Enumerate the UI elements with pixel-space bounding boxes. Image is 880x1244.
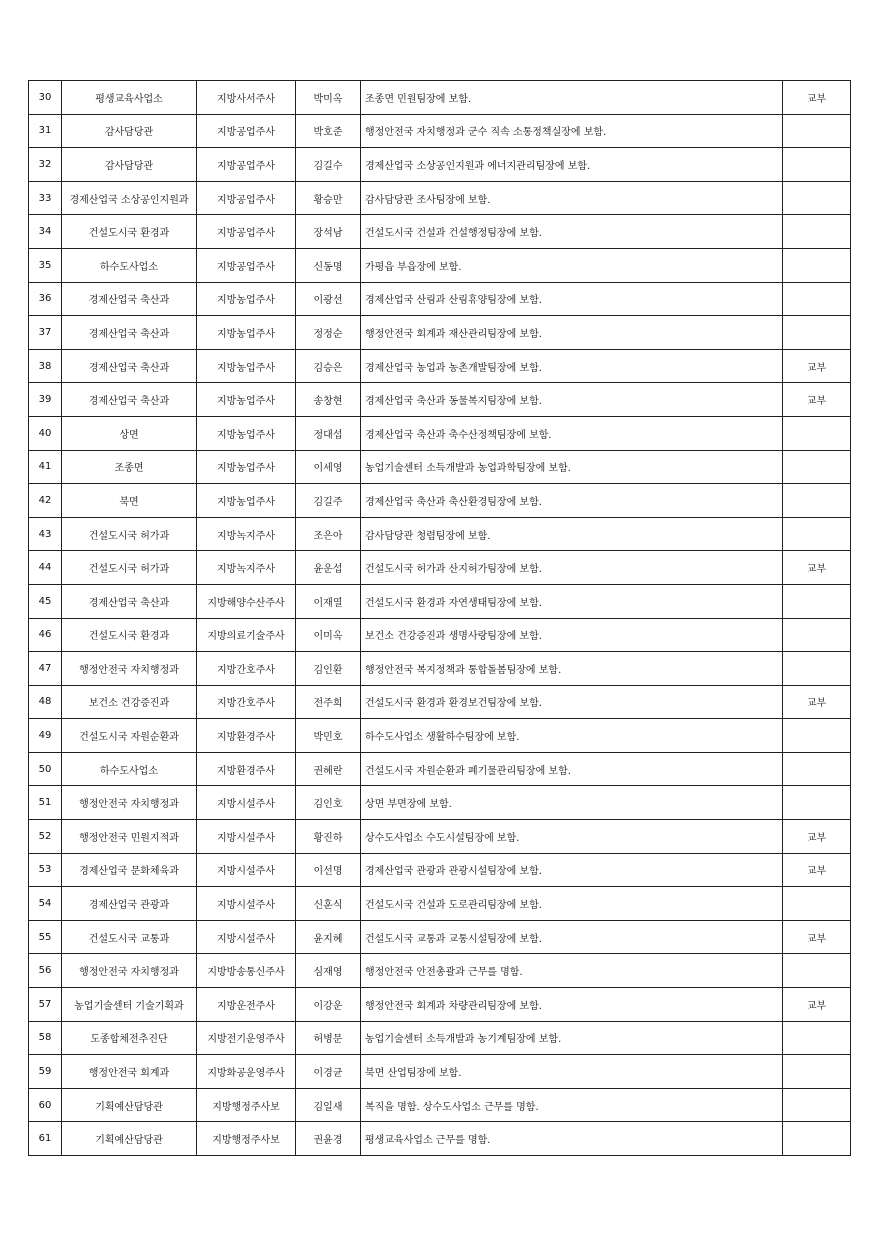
table-row bbox=[29, 215, 851, 249]
person-name-cell: 신훈식 bbox=[296, 887, 361, 921]
current-department-cell: 건설도시국 허가과 bbox=[62, 517, 197, 551]
table-row bbox=[29, 618, 851, 652]
rank-title-cell: 지방전기운영주사 bbox=[197, 1021, 296, 1055]
current-department-cell: 행정안전국 자치행정과 bbox=[62, 652, 197, 686]
rank-title-cell: 지방농업주사 bbox=[197, 383, 296, 417]
current-department-cell: 경제산업국 축산과 bbox=[62, 349, 197, 383]
new-assignment-cell: 경제산업국 산림과 산림휴양팀장에 보함. bbox=[361, 282, 783, 316]
person-name-cell: 김길수 bbox=[296, 148, 361, 182]
person-name-cell: 권윤경 bbox=[296, 1122, 361, 1156]
remark-cell: 교부 bbox=[783, 988, 851, 1022]
remark-cell bbox=[783, 618, 851, 652]
remark-cell: 교부 bbox=[783, 551, 851, 585]
remark-cell: 교부 bbox=[783, 920, 851, 954]
new-assignment-cell: 경제산업국 축산과 축수산정책팀장에 보함. bbox=[361, 416, 783, 450]
new-assignment-cell: 건설도시국 허가과 산지허가팀장에 보함. bbox=[361, 551, 783, 585]
row-number-cell: 59 bbox=[29, 1055, 62, 1089]
current-department-cell: 경제산업국 축산과 bbox=[62, 584, 197, 618]
rank-title-cell: 지방농업주사 bbox=[197, 416, 296, 450]
row-number-cell: 38 bbox=[29, 349, 62, 383]
person-name-cell: 윤지혜 bbox=[296, 920, 361, 954]
remark-cell bbox=[783, 584, 851, 618]
person-name-cell: 김인호 bbox=[296, 786, 361, 820]
rank-title-cell: 지방시설주사 bbox=[197, 920, 296, 954]
rank-title-cell: 지방시설주사 bbox=[197, 853, 296, 887]
new-assignment-cell: 경제산업국 관광과 관광시설팀장에 보함. bbox=[361, 853, 783, 887]
table-row bbox=[29, 416, 851, 450]
rank-title-cell: 지방화공운영주사 bbox=[197, 1055, 296, 1089]
new-assignment-cell: 행정안전국 자치행정과 군수 직속 소통정책실장에 보함. bbox=[361, 114, 783, 148]
person-name-cell: 장석남 bbox=[296, 215, 361, 249]
remark-cell: 교부 bbox=[783, 853, 851, 887]
table-row bbox=[29, 349, 851, 383]
remark-cell bbox=[783, 1055, 851, 1089]
table-row bbox=[29, 148, 851, 182]
remark-cell: 교부 bbox=[783, 685, 851, 719]
current-department-cell: 보건소 건강증진과 bbox=[62, 685, 197, 719]
new-assignment-cell: 행정안전국 회계과 차량관리팀장에 보함. bbox=[361, 988, 783, 1022]
row-number-cell: 48 bbox=[29, 685, 62, 719]
current-department-cell: 하수도사업소 bbox=[62, 752, 197, 786]
table-row bbox=[29, 988, 851, 1022]
current-department-cell: 건설도시국 허가과 bbox=[62, 551, 197, 585]
person-name-cell: 김길주 bbox=[296, 484, 361, 518]
table-row bbox=[29, 786, 851, 820]
rank-title-cell: 지방시설주사 bbox=[197, 887, 296, 921]
table-row bbox=[29, 887, 851, 921]
person-name-cell: 김승은 bbox=[296, 349, 361, 383]
row-number-cell: 58 bbox=[29, 1021, 62, 1055]
rank-title-cell: 지방공업주사 bbox=[197, 248, 296, 282]
person-name-cell: 심재영 bbox=[296, 954, 361, 988]
table-row bbox=[29, 584, 851, 618]
table-row bbox=[29, 81, 851, 115]
table-row bbox=[29, 551, 851, 585]
remark-cell bbox=[783, 215, 851, 249]
personnel-table bbox=[28, 80, 851, 1156]
person-name-cell: 송창현 bbox=[296, 383, 361, 417]
remark-cell bbox=[783, 517, 851, 551]
new-assignment-cell: 상수도사업소 수도시설팀장에 보함. bbox=[361, 820, 783, 854]
new-assignment-cell: 보건소 건강증진과 생명사랑팀장에 보함. bbox=[361, 618, 783, 652]
rank-title-cell: 지방공업주사 bbox=[197, 148, 296, 182]
person-name-cell: 박민호 bbox=[296, 719, 361, 753]
personnel-table-body bbox=[29, 81, 851, 1156]
remark-cell: 교부 bbox=[783, 820, 851, 854]
table-row bbox=[29, 1055, 851, 1089]
table-row bbox=[29, 652, 851, 686]
remark-cell bbox=[783, 450, 851, 484]
new-assignment-cell: 경제산업국 농업과 농촌개발팀장에 보함. bbox=[361, 349, 783, 383]
current-department-cell: 건설도시국 환경과 bbox=[62, 618, 197, 652]
table-row bbox=[29, 450, 851, 484]
person-name-cell: 신동명 bbox=[296, 248, 361, 282]
person-name-cell: 조은아 bbox=[296, 517, 361, 551]
table-row bbox=[29, 484, 851, 518]
current-department-cell: 행정안전국 회계과 bbox=[62, 1055, 197, 1089]
new-assignment-cell: 건설도시국 건설과 건설행정팀장에 보함. bbox=[361, 215, 783, 249]
new-assignment-cell: 건설도시국 건설과 도로관리팀장에 보함. bbox=[361, 887, 783, 921]
new-assignment-cell: 상면 부면장에 보함. bbox=[361, 786, 783, 820]
new-assignment-cell: 복직을 명함. 상수도사업소 근무를 명함. bbox=[361, 1088, 783, 1122]
table-row bbox=[29, 282, 851, 316]
remark-cell bbox=[783, 954, 851, 988]
current-department-cell: 건설도시국 자원순환과 bbox=[62, 719, 197, 753]
row-number-cell: 35 bbox=[29, 248, 62, 282]
new-assignment-cell: 농업기술센터 소득개발과 농기계팀장에 보함. bbox=[361, 1021, 783, 1055]
row-number-cell: 46 bbox=[29, 618, 62, 652]
table-row bbox=[29, 517, 851, 551]
row-number-cell: 36 bbox=[29, 282, 62, 316]
row-number-cell: 42 bbox=[29, 484, 62, 518]
rank-title-cell: 지방방송통신주사 bbox=[197, 954, 296, 988]
table-row bbox=[29, 853, 851, 887]
current-department-cell: 경제산업국 관광과 bbox=[62, 887, 197, 921]
rank-title-cell: 지방의료기술주사 bbox=[197, 618, 296, 652]
person-name-cell: 이경균 bbox=[296, 1055, 361, 1089]
row-number-cell: 53 bbox=[29, 853, 62, 887]
rank-title-cell: 지방공업주사 bbox=[197, 215, 296, 249]
row-number-cell: 44 bbox=[29, 551, 62, 585]
rank-title-cell: 지방해양수산주사 bbox=[197, 584, 296, 618]
table-row bbox=[29, 383, 851, 417]
remark-cell bbox=[783, 1021, 851, 1055]
new-assignment-cell: 경제산업국 축산과 동물복지팀장에 보함. bbox=[361, 383, 783, 417]
new-assignment-cell: 가평읍 부읍장에 보함. bbox=[361, 248, 783, 282]
table-row bbox=[29, 954, 851, 988]
new-assignment-cell: 감사담당관 조사팀장에 보함. bbox=[361, 181, 783, 215]
current-department-cell: 상면 bbox=[62, 416, 197, 450]
rank-title-cell: 지방간호주사 bbox=[197, 652, 296, 686]
rank-title-cell: 지방농업주사 bbox=[197, 316, 296, 350]
person-name-cell: 허병문 bbox=[296, 1021, 361, 1055]
new-assignment-cell: 경제산업국 축산과 축산환경팀장에 보함. bbox=[361, 484, 783, 518]
rank-title-cell: 지방시설주사 bbox=[197, 786, 296, 820]
person-name-cell: 정정순 bbox=[296, 316, 361, 350]
new-assignment-cell: 북면 산업팀장에 보함. bbox=[361, 1055, 783, 1089]
remark-cell bbox=[783, 1088, 851, 1122]
person-name-cell: 이선명 bbox=[296, 853, 361, 887]
rank-title-cell: 지방농업주사 bbox=[197, 484, 296, 518]
remark-cell bbox=[783, 114, 851, 148]
current-department-cell: 건설도시국 환경과 bbox=[62, 215, 197, 249]
person-name-cell: 권혜란 bbox=[296, 752, 361, 786]
remark-cell bbox=[783, 484, 851, 518]
remark-cell: 교부 bbox=[783, 81, 851, 115]
remark-cell bbox=[783, 719, 851, 753]
row-number-cell: 49 bbox=[29, 719, 62, 753]
row-number-cell: 39 bbox=[29, 383, 62, 417]
new-assignment-cell: 건설도시국 환경과 환경보건팀장에 보함. bbox=[361, 685, 783, 719]
remark-cell: 교부 bbox=[783, 349, 851, 383]
remark-cell bbox=[783, 316, 851, 350]
rank-title-cell: 지방환경주사 bbox=[197, 719, 296, 753]
rank-title-cell: 지방운전주사 bbox=[197, 988, 296, 1022]
current-department-cell: 감사담당관 bbox=[62, 148, 197, 182]
current-department-cell: 북면 bbox=[62, 484, 197, 518]
current-department-cell: 경제산업국 축산과 bbox=[62, 282, 197, 316]
current-department-cell: 기획예산담당관 bbox=[62, 1088, 197, 1122]
new-assignment-cell: 건설도시국 자원순환과 폐기물관리팀장에 보함. bbox=[361, 752, 783, 786]
row-number-cell: 60 bbox=[29, 1088, 62, 1122]
rank-title-cell: 지방간호주사 bbox=[197, 685, 296, 719]
row-number-cell: 34 bbox=[29, 215, 62, 249]
row-number-cell: 37 bbox=[29, 316, 62, 350]
rank-title-cell: 지방시설주사 bbox=[197, 820, 296, 854]
table-row bbox=[29, 1021, 851, 1055]
row-number-cell: 54 bbox=[29, 887, 62, 921]
remark-cell bbox=[783, 752, 851, 786]
current-department-cell: 하수도사업소 bbox=[62, 248, 197, 282]
rank-title-cell: 지방농업주사 bbox=[197, 450, 296, 484]
row-number-cell: 47 bbox=[29, 652, 62, 686]
table-row bbox=[29, 920, 851, 954]
table-row bbox=[29, 316, 851, 350]
table-row bbox=[29, 1088, 851, 1122]
row-number-cell: 56 bbox=[29, 954, 62, 988]
current-department-cell: 농업기술센터 기술기획과 bbox=[62, 988, 197, 1022]
rank-title-cell: 지방행정주사보 bbox=[197, 1122, 296, 1156]
table-row bbox=[29, 181, 851, 215]
row-number-cell: 43 bbox=[29, 517, 62, 551]
person-name-cell: 이미옥 bbox=[296, 618, 361, 652]
remark-cell bbox=[783, 786, 851, 820]
new-assignment-cell: 하수도사업소 생활하수팀장에 보함. bbox=[361, 719, 783, 753]
rank-title-cell: 지방환경주사 bbox=[197, 752, 296, 786]
person-name-cell: 황승만 bbox=[296, 181, 361, 215]
rank-title-cell: 지방녹지주사 bbox=[197, 551, 296, 585]
new-assignment-cell: 건설도시국 교통과 교통시설팀장에 보함. bbox=[361, 920, 783, 954]
person-name-cell: 황진하 bbox=[296, 820, 361, 854]
current-department-cell: 평생교육사업소 bbox=[62, 81, 197, 115]
rank-title-cell: 지방행정주사보 bbox=[197, 1088, 296, 1122]
remark-cell bbox=[783, 416, 851, 450]
table-row bbox=[29, 114, 851, 148]
remark-cell bbox=[783, 1122, 851, 1156]
row-number-cell: 40 bbox=[29, 416, 62, 450]
new-assignment-cell: 건설도시국 환경과 자연생태팀장에 보함. bbox=[361, 584, 783, 618]
row-number-cell: 57 bbox=[29, 988, 62, 1022]
row-number-cell: 52 bbox=[29, 820, 62, 854]
current-department-cell: 감사담당관 bbox=[62, 114, 197, 148]
current-department-cell: 경제산업국 문화체육과 bbox=[62, 853, 197, 887]
person-name-cell: 김인환 bbox=[296, 652, 361, 686]
row-number-cell: 30 bbox=[29, 81, 62, 115]
current-department-cell: 기획예산담당관 bbox=[62, 1122, 197, 1156]
current-department-cell: 도종합체전추진단 bbox=[62, 1021, 197, 1055]
new-assignment-cell: 행정안전국 복지정책과 통합돌봄팀장에 보함. bbox=[361, 652, 783, 686]
remark-cell bbox=[783, 148, 851, 182]
new-assignment-cell: 경제산업국 소상공인지원과 에너지관리팀장에 보함. bbox=[361, 148, 783, 182]
current-department-cell: 건설도시국 교통과 bbox=[62, 920, 197, 954]
person-name-cell: 박호준 bbox=[296, 114, 361, 148]
current-department-cell: 행정안전국 민원지적과 bbox=[62, 820, 197, 854]
new-assignment-cell: 행정안전국 회계과 재산관리팀장에 보함. bbox=[361, 316, 783, 350]
rank-title-cell: 지방공업주사 bbox=[197, 181, 296, 215]
person-name-cell: 김일새 bbox=[296, 1088, 361, 1122]
person-name-cell: 이강운 bbox=[296, 988, 361, 1022]
new-assignment-cell: 평생교육사업소 근무를 명함. bbox=[361, 1122, 783, 1156]
table-row bbox=[29, 248, 851, 282]
person-name-cell: 전주희 bbox=[296, 685, 361, 719]
table-row bbox=[29, 752, 851, 786]
rank-title-cell: 지방사서주사 bbox=[197, 81, 296, 115]
remark-cell bbox=[783, 282, 851, 316]
remark-cell bbox=[783, 248, 851, 282]
new-assignment-cell: 농업기술센터 소득개발과 농업과학팀장에 보함. bbox=[361, 450, 783, 484]
person-name-cell: 이광선 bbox=[296, 282, 361, 316]
rank-title-cell: 지방농업주사 bbox=[197, 282, 296, 316]
rank-title-cell: 지방공업주사 bbox=[197, 114, 296, 148]
remark-cell bbox=[783, 181, 851, 215]
row-number-cell: 61 bbox=[29, 1122, 62, 1156]
table-row bbox=[29, 820, 851, 854]
person-name-cell: 이세영 bbox=[296, 450, 361, 484]
current-department-cell: 행정안전국 자치행정과 bbox=[62, 954, 197, 988]
person-name-cell: 박미옥 bbox=[296, 81, 361, 115]
remark-cell bbox=[783, 887, 851, 921]
new-assignment-cell: 행정안전국 안전총괄과 근무를 명함. bbox=[361, 954, 783, 988]
person-name-cell: 윤운섭 bbox=[296, 551, 361, 585]
current-department-cell: 경제산업국 소상공인지원과 bbox=[62, 181, 197, 215]
current-department-cell: 경제산업국 축산과 bbox=[62, 316, 197, 350]
remark-cell: 교부 bbox=[783, 383, 851, 417]
rank-title-cell: 지방농업주사 bbox=[197, 349, 296, 383]
row-number-cell: 51 bbox=[29, 786, 62, 820]
current-department-cell: 경제산업국 축산과 bbox=[62, 383, 197, 417]
new-assignment-cell: 조종면 민원팀장에 보함. bbox=[361, 81, 783, 115]
row-number-cell: 41 bbox=[29, 450, 62, 484]
row-number-cell: 31 bbox=[29, 114, 62, 148]
remark-cell bbox=[783, 652, 851, 686]
row-number-cell: 32 bbox=[29, 148, 62, 182]
current-department-cell: 행정안전국 자치행정과 bbox=[62, 786, 197, 820]
new-assignment-cell: 감사담당관 청렴팀장에 보함. bbox=[361, 517, 783, 551]
table-row bbox=[29, 719, 851, 753]
person-name-cell: 정대섭 bbox=[296, 416, 361, 450]
table-row bbox=[29, 685, 851, 719]
row-number-cell: 33 bbox=[29, 181, 62, 215]
person-name-cell: 이재열 bbox=[296, 584, 361, 618]
row-number-cell: 45 bbox=[29, 584, 62, 618]
table-row bbox=[29, 1122, 851, 1156]
row-number-cell: 50 bbox=[29, 752, 62, 786]
current-department-cell: 조종면 bbox=[62, 450, 197, 484]
row-number-cell: 55 bbox=[29, 920, 62, 954]
rank-title-cell: 지방녹지주사 bbox=[197, 517, 296, 551]
